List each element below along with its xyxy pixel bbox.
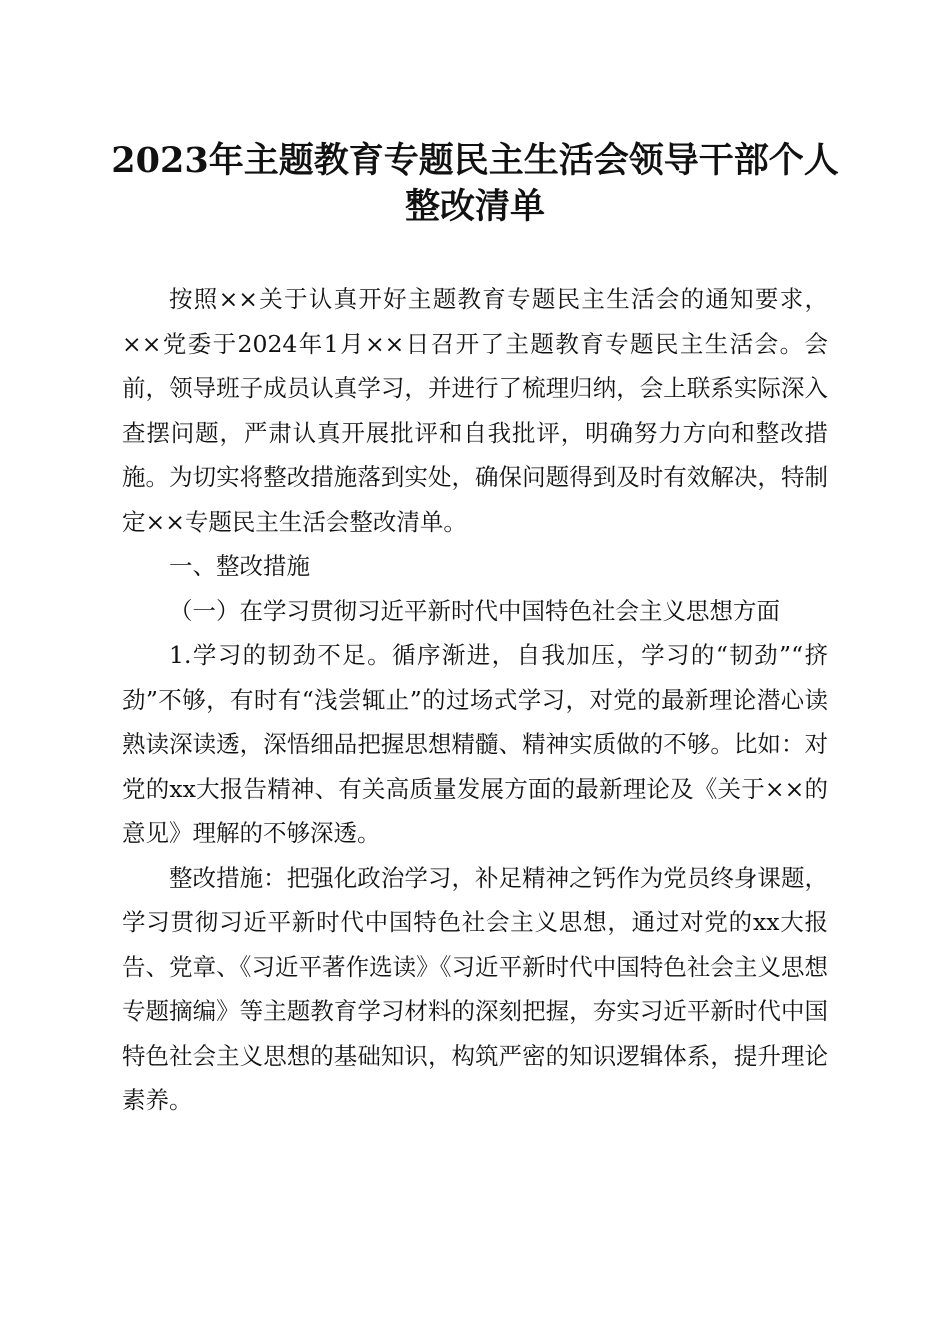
issue-paragraph: 1.学习的韧劲不足。循序渐进，自我加压，学习的“韧劲”“挤劲”不够，有时有“浅尝辄止”的过场式学习，对党的最新理论潜心读熟读深读透，深悟细品把握思想精髓、精神实质做的不够。比如：对党的xx大报告精神、有关高质量发展方面的最新理论及《关于××的意见》理解的不够深透。 (122, 641, 828, 847)
section-heading: 一、整改措施 (169, 552, 310, 580)
document-body (122, 277, 828, 1123)
document-title: 2023年主题教育专题民主生活会领导干部个人整改清单 (111, 140, 839, 227)
measure-paragraph: 整改措施：把强化政治学习，补足精神之钙作为党员终身课题，学习贯彻习近平新时代中国特色社会主义思想，通过对党的xx大报告、党章、《习近平著作选读》《习近平新时代中国特色社会主义思想专题摘编》等主题教育学习材料的深刻把握，夯实习近平新时代中国特色社会主义思想的基础知识，构筑严密的知识逻辑体系，提升理论素养。 (122, 863, 828, 1114)
subsection-heading: （一）在学习贯彻习近平新时代中国特色社会主义思想方面 (169, 596, 780, 625)
intro-paragraph: 按照××关于认真开好主题教育专题民主生活会的通知要求，××党委于2024年1月××日召开了主题教育专题民主生活会。会前，领导班子成员认真学习，并进行了梳理归纳，会上联系实际深入查摆问题，严肃认真开展批评和自我批评，明确努力方向和整改措施。为切实将整改措施落到实处，确保问题得到及时有效解决，特制定××专题民主生活会整改清单。 (122, 285, 828, 536)
